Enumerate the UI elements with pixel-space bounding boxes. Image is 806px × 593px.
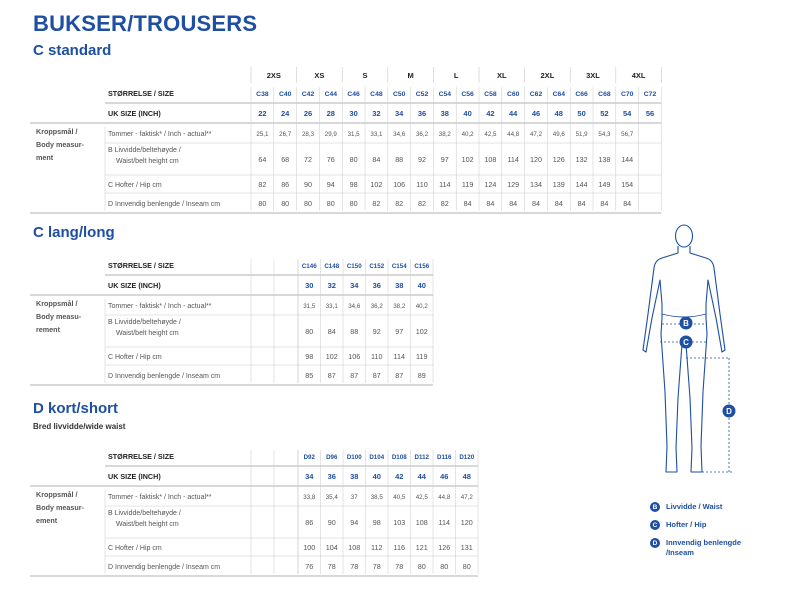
measurement-value: 126 [438, 543, 451, 552]
measurement-value: 87 [395, 371, 404, 380]
uk-size: 52 [600, 109, 609, 118]
marker-d-label: D [726, 407, 732, 416]
measurement-value: 94 [350, 518, 359, 527]
measurement-value: 121 [415, 543, 428, 552]
section-title-c-standard: C standard [33, 42, 112, 59]
measurement-value: 124 [484, 180, 497, 189]
measurement-value: 114 [507, 155, 519, 164]
size-code: C62 [529, 91, 543, 98]
measurement-value: 78 [327, 562, 336, 571]
figure-outline [643, 246, 725, 472]
measurement-value: 92 [372, 327, 381, 336]
measurement-value: 76 [326, 155, 335, 164]
measurement-value: 102 [415, 327, 428, 336]
measurement-value: 89 [417, 371, 426, 380]
size-code: C46 [347, 91, 360, 98]
marker-c-label: C [683, 338, 689, 347]
size-code: C48 [370, 91, 383, 98]
body-measurement-label: Body measu- [36, 312, 82, 321]
measurement-value: 84 [486, 199, 495, 208]
measurement-value: 94 [326, 180, 335, 189]
uk-size: 38 [350, 472, 359, 481]
uk-size: 50 [577, 109, 586, 118]
measurement-value: 36,2 [415, 131, 429, 138]
measurement-value: 108 [484, 155, 497, 164]
uk-header: UK SIZE (INCH) [108, 281, 161, 290]
size-code: C60 [506, 91, 520, 98]
size-code: C66 [575, 91, 588, 98]
page-title: BUKSER/TROUSERS [33, 11, 258, 36]
measurement-value: 149 [598, 180, 611, 189]
uk-size: 34 [395, 109, 404, 118]
section-title-d-short: D kort/short [33, 400, 119, 417]
size-code: D100 [346, 454, 362, 461]
measurement-value: 80 [349, 155, 358, 164]
uk-size: 36 [327, 472, 336, 481]
measurement-value: 116 [393, 543, 405, 552]
measurement-value: 108 [415, 518, 428, 527]
body-measurement-label: Kroppsmål / [36, 127, 78, 136]
measurement-value: 36,2 [370, 303, 383, 310]
measurement-value: 132 [575, 155, 588, 164]
measurement-value: 104 [325, 543, 338, 552]
size-group-label: L [453, 71, 459, 80]
measurement-value: 40,2 [415, 303, 428, 310]
measurement-value: 98 [349, 180, 358, 189]
measurement-row-label: C Hofter / Hip cm [108, 182, 162, 189]
measurement-value: 119 [461, 180, 474, 189]
size-code: D92 [303, 454, 315, 461]
measurement-value: 34,6 [348, 303, 361, 310]
size-code: C44 [324, 91, 338, 98]
uk-size: 30 [305, 281, 314, 290]
body-measurement-figure [640, 222, 752, 480]
legend-badge-d: D [650, 538, 660, 548]
measurement-value: 120 [460, 518, 473, 527]
measurement-value: 92 [418, 155, 426, 164]
measurement-value: 34,6 [393, 131, 406, 138]
uk-size: 26 [303, 109, 313, 118]
measurement-value: 112 [371, 543, 383, 552]
measurement-value: 80 [281, 199, 290, 208]
measurement-value: 54,3 [598, 131, 611, 138]
measurement-row-label: Waist/belt height cm [116, 330, 179, 337]
measurement-value: 72 [304, 155, 312, 164]
figure-belt-line [662, 314, 706, 317]
measurement-value: 80 [326, 199, 335, 208]
size-code: D108 [391, 454, 407, 461]
size-code: C146 [301, 263, 317, 270]
size-code: C58 [484, 91, 497, 98]
size-header: STØRRELSE / SIZE [108, 89, 174, 98]
measurement-value: 131 [460, 543, 473, 552]
measurement-value: 37 [350, 494, 358, 501]
measurement-value: 106 [393, 180, 406, 189]
measurement-value: 110 [416, 180, 428, 189]
measurement-value: 47,2 [529, 131, 543, 138]
measurement-value: 87 [372, 371, 381, 380]
uk-size: 34 [350, 281, 359, 290]
measurement-value: 84 [327, 327, 336, 336]
measurement-value: 80 [440, 562, 449, 571]
measurement-value: 108 [348, 543, 361, 552]
measurement-value: 84 [372, 155, 381, 164]
measurement-value: 86 [305, 518, 314, 527]
body-measurement-label: rement [36, 325, 60, 334]
measurement-row-label: Waist/belt height cm [116, 521, 179, 528]
measurement-value: 98 [372, 518, 381, 527]
legend-text-inseam-1: Innvendig benlengde [666, 538, 742, 547]
measurement-value: 38,2 [438, 131, 451, 138]
size-code: C40 [278, 91, 292, 98]
uk-size: 56 [645, 109, 655, 118]
measurement-value: 84 [623, 199, 632, 208]
measurement-value: 97 [395, 327, 404, 336]
body-measurement-label: Body measur- [36, 140, 84, 149]
uk-size: 40 [372, 472, 381, 481]
measurement-value: 82 [418, 199, 426, 208]
measurement-value: 51,9 [575, 131, 588, 138]
measurement-value: 84 [532, 199, 540, 208]
measurement-value: 129 [507, 180, 520, 189]
measurement-value: 126 [552, 155, 565, 164]
uk-size: 36 [372, 281, 381, 290]
measurement-value: 88 [350, 327, 359, 336]
measurement-value: 40,2 [461, 131, 474, 138]
uk-size: 22 [258, 109, 267, 118]
measurement-row-label: D Innvendig benlengde / Inseam cm [108, 373, 221, 380]
measurement-value: 144 [621, 155, 634, 164]
legend-item-waist [650, 502, 722, 512]
size-code: C148 [324, 263, 340, 270]
measurement-row-label: C Hofter / Hip cm [108, 545, 162, 552]
uk-size: 30 [349, 109, 358, 118]
measurement-value: 31,5 [303, 303, 316, 310]
measurement-value: 42,5 [415, 494, 428, 501]
measurement-value: 44,8 [507, 131, 520, 138]
size-code: D104 [369, 454, 385, 461]
measurement-value: 106 [348, 352, 361, 361]
uk-size: 42 [486, 109, 495, 118]
measurement-value: 120 [530, 155, 542, 164]
measurement-value: 68 [281, 155, 290, 164]
measurement-value: 78 [350, 562, 359, 571]
measurement-value: 138 [598, 155, 611, 164]
size-code: C154 [391, 263, 407, 270]
figure-head [676, 225, 693, 247]
legend-text-hip: Hofter / Hip [666, 520, 707, 529]
size-code: D120 [459, 454, 475, 461]
measurement-value: 102 [325, 352, 338, 361]
uk-size: 36 [417, 109, 427, 118]
size-code: C56 [461, 91, 474, 98]
measurement-value: 102 [370, 180, 383, 189]
size-group-label: 2XL [540, 71, 555, 80]
size-code: C68 [598, 91, 611, 98]
measurement-value: 26,7 [279, 131, 292, 138]
measurement-row-label: C Hofter / Hip cm [108, 354, 162, 361]
measurement-value: 102 [461, 155, 474, 164]
uk-size: 54 [623, 109, 632, 118]
legend-item-hip [650, 520, 706, 530]
measurement-value: 134 [530, 180, 542, 189]
legend-text-inseam-2: /Inseam [666, 548, 694, 557]
measurement-value: 80 [305, 327, 314, 336]
uk-size: 42 [395, 472, 404, 481]
size-group-label: 4XL [631, 71, 646, 80]
measurement-value: 114 [438, 518, 450, 527]
measurement-value: 84 [600, 199, 609, 208]
measurement-value: 80 [304, 199, 312, 208]
measurement-row-label: B Livvidde/beltehøyde / [108, 319, 181, 326]
measurement-row-label: D Innvendig benlengde / Inseam cm [108, 201, 221, 208]
size-code: C42 [301, 91, 315, 98]
body-measurement-label: Body measur- [36, 503, 84, 512]
size-code: C64 [552, 91, 566, 98]
measurement-value: 64 [258, 155, 267, 164]
size-code: C70 [620, 91, 634, 98]
body-measurement-label: ement [36, 516, 58, 525]
uk-size: 38 [395, 281, 404, 290]
body-measurement-label: ment [36, 153, 54, 162]
size-code: C150 [346, 263, 362, 270]
uk-size: 46 [440, 472, 449, 481]
measurement-value: 56,7 [621, 131, 634, 138]
measurement-value: 84 [577, 199, 586, 208]
measurement-value: 85 [305, 371, 314, 380]
measurement-value: 82 [395, 199, 404, 208]
measurement-value: 82 [372, 199, 381, 208]
body-measurement-label: Kroppsmål / [36, 490, 78, 499]
uk-size: 40 [463, 109, 472, 118]
measurement-value: 31,5 [347, 131, 360, 138]
measurement-value: 49,6 [552, 131, 565, 138]
size-code: D112 [414, 454, 429, 461]
uk-size: 34 [305, 472, 314, 481]
measurement-value: 76 [305, 562, 314, 571]
size-code: C38 [256, 91, 269, 98]
size-group-label: 2XS [266, 71, 281, 80]
measurement-row-label: Tommer - faktisk* / Inch - actual** [108, 303, 212, 310]
measurement-row-label: B Livvidde/beltehøyde / [108, 510, 181, 517]
legend-item-inseam [650, 538, 741, 558]
measurement-value: 80 [417, 562, 426, 571]
uk-size: 38 [440, 109, 449, 118]
measurement-value: 78 [372, 562, 381, 571]
measurement-value: 44,8 [438, 494, 451, 501]
size-group-label: 3XL [586, 71, 600, 80]
uk-size: 32 [372, 109, 381, 118]
size-code: D116 [437, 454, 452, 461]
measurement-value: 33,1 [370, 131, 383, 138]
uk-header: UK SIZE (INCH) [108, 109, 161, 118]
measurement-value: 114 [393, 352, 405, 361]
size-code: C52 [415, 91, 429, 98]
legend-badge-c: C [650, 520, 660, 530]
measurement-value: 119 [416, 352, 428, 361]
size-group-label: XS [314, 71, 325, 80]
measurement-row-label: Tommer - faktisk* / Inch - actual** [108, 131, 212, 138]
measurement-value: 80 [258, 199, 267, 208]
uk-size: 48 [554, 109, 563, 118]
uk-size: 44 [509, 109, 518, 118]
measurement-value: 139 [552, 180, 565, 189]
size-code: C152 [369, 263, 385, 270]
size-code: C50 [392, 91, 406, 98]
size-code: C54 [438, 91, 452, 98]
size-code: D96 [326, 454, 338, 461]
uk-size: 28 [326, 109, 335, 118]
uk-size: 46 [531, 109, 541, 118]
measurement-value: 90 [304, 180, 312, 189]
measurement-value: 28,3 [301, 131, 315, 138]
measurement-value: 82 [440, 199, 449, 208]
measurement-value: 82 [258, 180, 267, 189]
measurement-value: 29,9 [324, 131, 337, 138]
measurement-value: 78 [395, 562, 404, 571]
measurement-value: 33,8 [303, 494, 316, 501]
uk-size: 40 [417, 281, 426, 290]
uk-header: UK SIZE (INCH) [108, 472, 161, 481]
section-subtitle-d-short: Bred livvidde/wide waist [33, 422, 126, 431]
measurement-value: 42,5 [484, 131, 497, 138]
measurement-value: 47,2 [460, 494, 473, 501]
measurement-value: 114 [439, 180, 451, 189]
size-code: C72 [643, 91, 657, 98]
size-group-label: XL [497, 71, 507, 80]
uk-size: 32 [327, 281, 336, 290]
measurement-value: 90 [327, 518, 336, 527]
measurement-value: 38,5 [370, 494, 383, 501]
measurement-value: 103 [393, 518, 406, 527]
measurement-value: 88 [395, 155, 404, 164]
measurement-value: 40,5 [393, 494, 406, 501]
measurement-value: 87 [350, 371, 359, 380]
measurement-value: 84 [463, 199, 472, 208]
measurement-value: 84 [509, 199, 518, 208]
size-group-label: S [362, 71, 368, 80]
measurement-value: 100 [303, 543, 316, 552]
measurement-value: 144 [575, 180, 588, 189]
measurement-value: 97 [440, 155, 449, 164]
measurement-row-label: Tommer - faktisk* / Inch - actual** [108, 494, 212, 501]
measurement-value: 80 [349, 199, 358, 208]
size-code: C156 [414, 263, 430, 270]
measurement-row-label: B Livvidde/beltehøyde / [108, 147, 181, 154]
measurement-value: 38,2 [393, 303, 406, 310]
measurement-value: 35,4 [325, 494, 338, 501]
measurement-value: 80 [462, 562, 471, 571]
uk-size: 24 [281, 109, 290, 118]
legend-text-waist: Livvidde / Waist [666, 502, 723, 511]
measurement-value: 154 [621, 180, 634, 189]
measurement-value: 110 [371, 352, 383, 361]
uk-size: 48 [462, 472, 471, 481]
size-header: STØRRELSE / SIZE [108, 261, 174, 270]
measurement-value: 25,1 [256, 131, 269, 138]
size-group-label: M [407, 71, 414, 80]
measurement-row-label: D Innvendig benlengde / Inseam cm [108, 564, 221, 571]
legend-badge-b: B [650, 502, 660, 512]
measurement-value: 86 [281, 180, 290, 189]
size-header: STØRRELSE / SIZE [108, 452, 174, 461]
measurement-value: 98 [305, 352, 314, 361]
measurement-value: 87 [327, 371, 336, 380]
measurement-row-label: Waist/belt height cm [116, 158, 179, 165]
uk-size: 44 [417, 472, 426, 481]
marker-b-label: B [683, 319, 689, 328]
body-measurement-label: Kroppsmål / [36, 299, 78, 308]
measurement-value: 84 [554, 199, 563, 208]
measurement-value: 33,1 [325, 303, 338, 310]
section-title-c-long: C lang/long [33, 224, 115, 241]
